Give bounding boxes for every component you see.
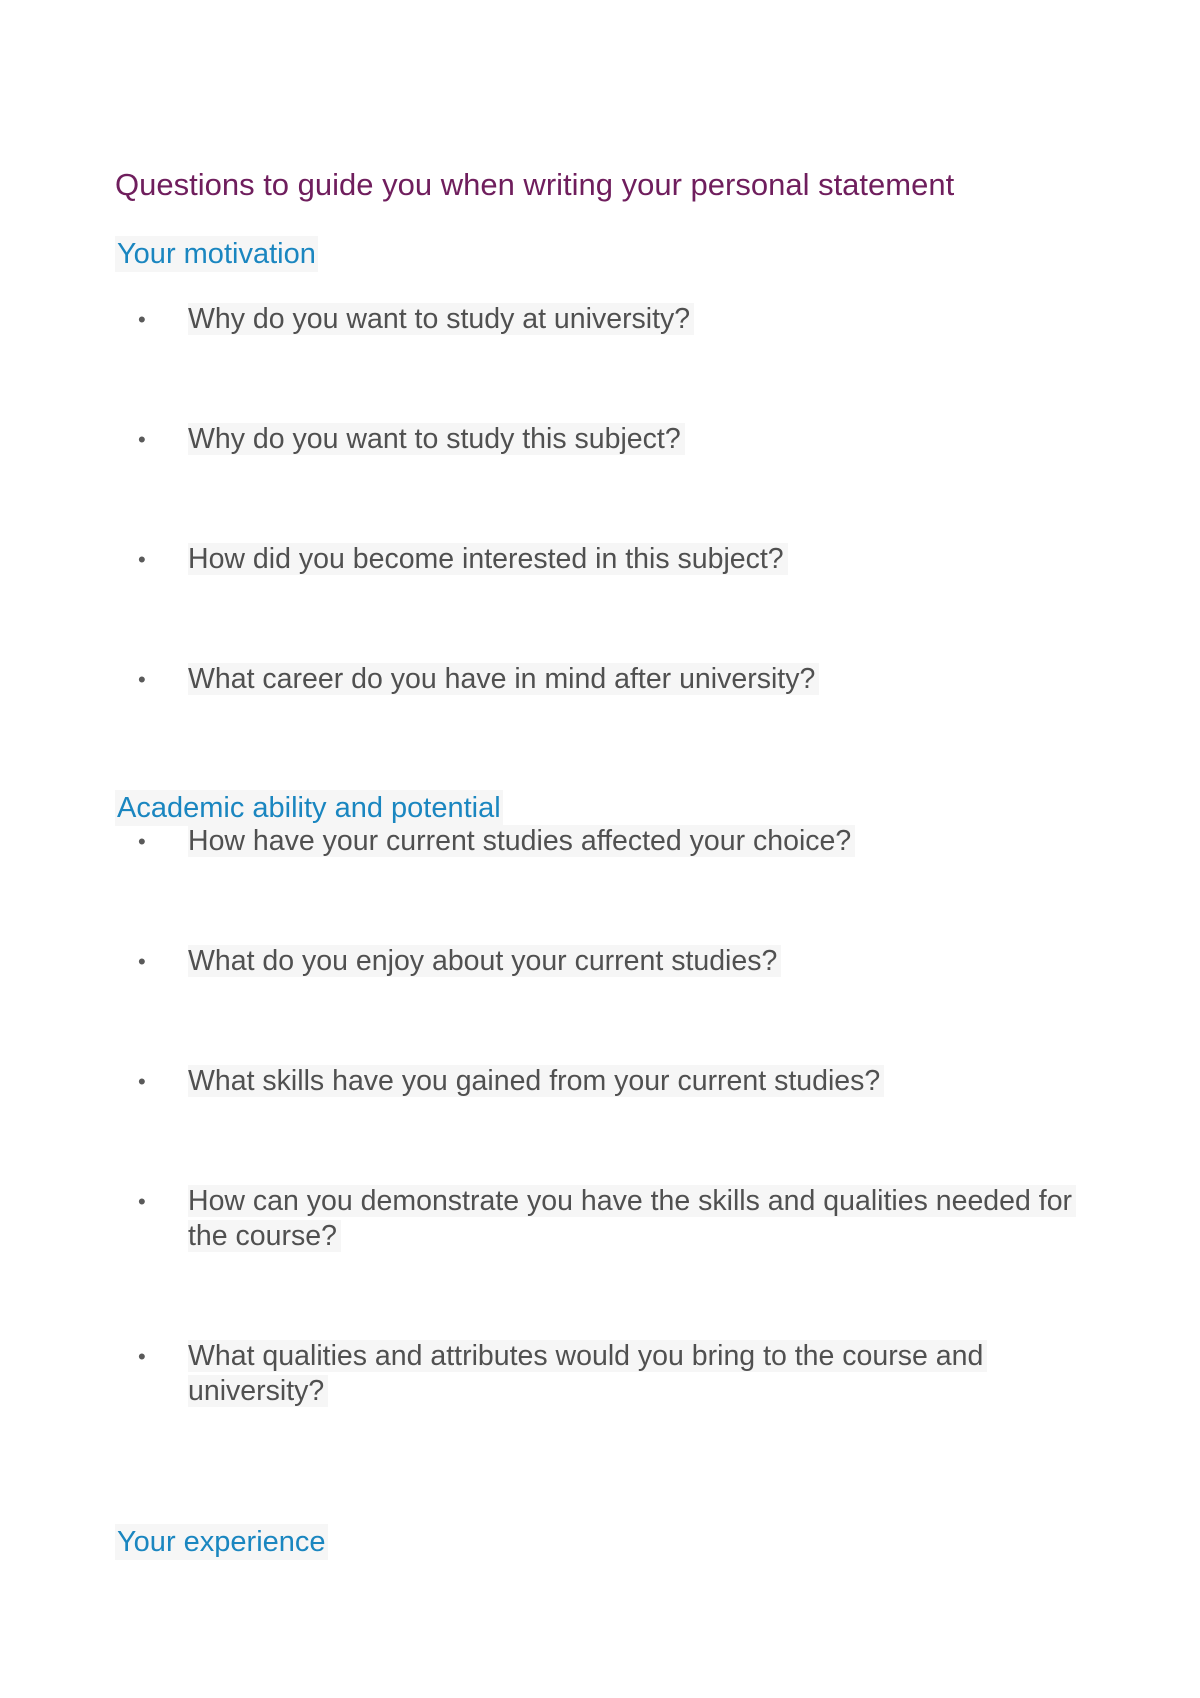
bullet-icon: • <box>138 829 146 854</box>
question-text: What qualities and attributes would you bring to the course and university? <box>188 1339 1108 1409</box>
question-text: What do you enjoy about your current studies? <box>188 944 1108 979</box>
section-heading-academic-ability: Academic ability and potential <box>117 792 501 824</box>
page-title: Questions to guide you when writing your personal statement <box>115 167 955 202</box>
question-text: What career do you have in mind after university? <box>188 662 1108 697</box>
bullet-icon: • <box>138 949 146 974</box>
bullet-icon: • <box>138 1344 146 1369</box>
bullet-icon: • <box>138 667 146 692</box>
question-text: What skills have you gained from your current studies? <box>188 1064 1108 1099</box>
question-text: Why do you want to study at university? <box>188 302 1108 337</box>
question-text: Why do you want to study this subject? <box>188 422 1108 457</box>
question-text: How can you demonstrate you have the skills and qualities needed for the course? <box>188 1184 1108 1254</box>
question-text: How have your current studies affected your choice? <box>188 824 1108 859</box>
bullet-icon: • <box>138 307 146 332</box>
section-heading-your-experience: Your experience <box>117 1526 326 1558</box>
bullet-icon: • <box>138 427 146 452</box>
section-heading-your-motivation: Your motivation <box>117 238 316 270</box>
bullet-icon: • <box>138 1069 146 1094</box>
question-text: How did you become interested in this subject? <box>188 542 1108 577</box>
bullet-icon: • <box>138 1189 146 1214</box>
bullet-icon: • <box>138 547 146 572</box>
